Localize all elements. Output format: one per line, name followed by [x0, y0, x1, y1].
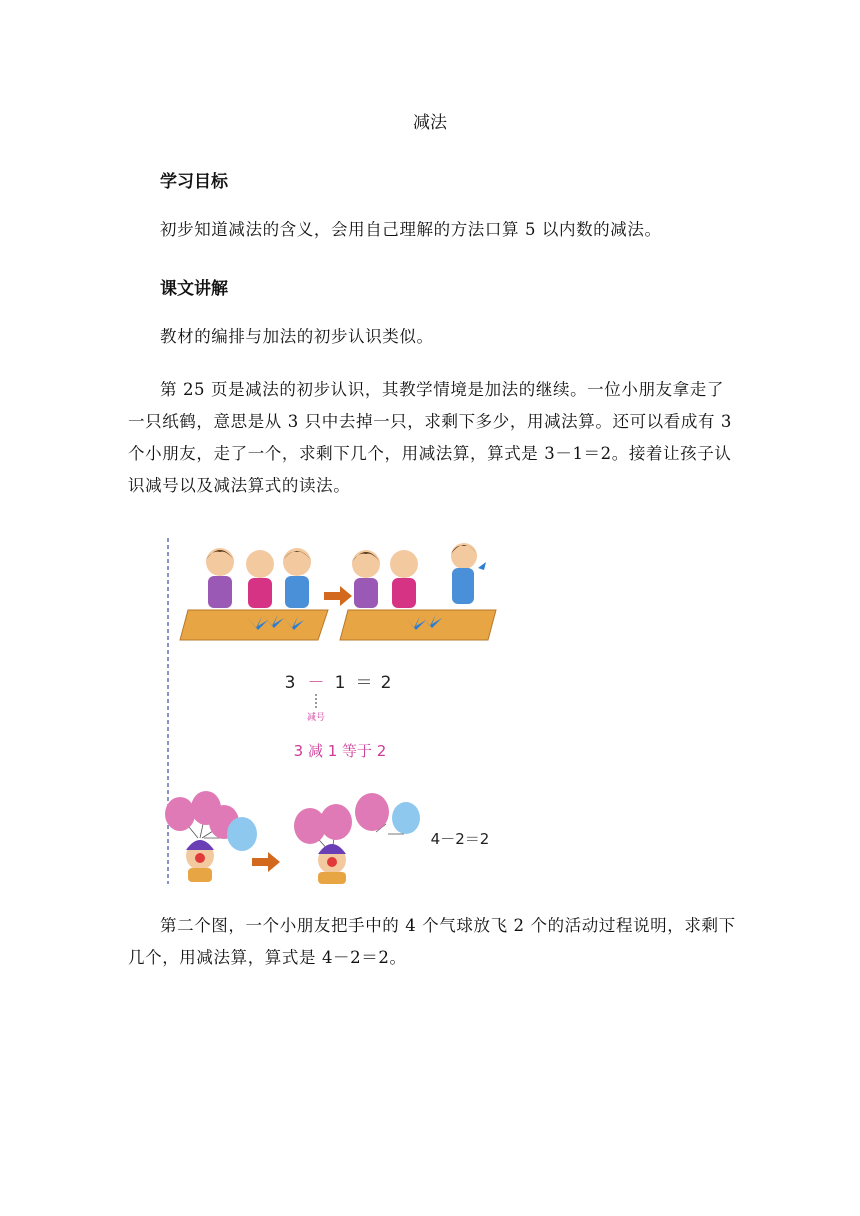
child-4 — [352, 550, 380, 608]
balloon-pink-5 — [320, 804, 352, 840]
arrow-2 — [252, 852, 280, 872]
heading-goal: 学习目标 — [160, 172, 228, 192]
balloon-pink-flying — [355, 793, 389, 831]
subtraction-illustration — [160, 534, 500, 886]
reading-text: 3 减 1 等于 2 — [293, 742, 387, 760]
eq-1: 1 — [334, 673, 346, 693]
eq-minus: － — [307, 673, 325, 693]
balloon-pink-1 — [165, 797, 195, 831]
minus-label: 减号 — [306, 713, 326, 723]
child-3 — [283, 548, 311, 608]
arrow-1 — [324, 586, 352, 606]
doc-title: 减法 — [413, 113, 447, 133]
child-1 — [206, 548, 234, 608]
balloon-equation: 4－2＝2 — [430, 830, 490, 848]
balloon-blue-1 — [227, 817, 257, 851]
paragraph-3: 第二个图，一个小朋友把手中的 4 个气球放飞 2 个的活动过程说明，求剩下几个，用减法算，算式是 4－2＝2。 — [128, 916, 736, 967]
goal-paragraph: 初步知道减法的含义，会用自己理解的方法口算 5 以内数的减法。 — [160, 220, 662, 239]
heading-lesson: 课文讲解 — [160, 279, 228, 299]
balloon-blue-flying — [392, 802, 420, 834]
children-scene-before — [180, 548, 328, 640]
child-5 — [388, 550, 420, 608]
balloon-scene-after — [294, 793, 420, 884]
child-walking-away — [451, 543, 486, 604]
children-scene-after — [340, 543, 496, 640]
table-left — [180, 610, 328, 640]
balloon-scene-before — [165, 791, 257, 882]
eq-3: 3 — [284, 673, 296, 693]
paragraph-2: 第 25 页是减法的初步认识，其教学情境是加法的继续。一位小朋友拿走了一只纸鹤，意思是从 3 只中去掉一只，求剩下多少，用减法算。还可以看成有 3 个小朋友，走了一个，求剩下几个，用减法算，算式是 3－1＝2。接着让孩子认识减号以及减法算式的读法。 — [128, 380, 733, 495]
eq-2: 2 — [380, 673, 392, 693]
child-2 — [244, 550, 276, 608]
eq-equals: ＝ — [355, 673, 373, 693]
paragraph-1: 教材的编排与加法的初步认识类似。 — [160, 327, 434, 346]
